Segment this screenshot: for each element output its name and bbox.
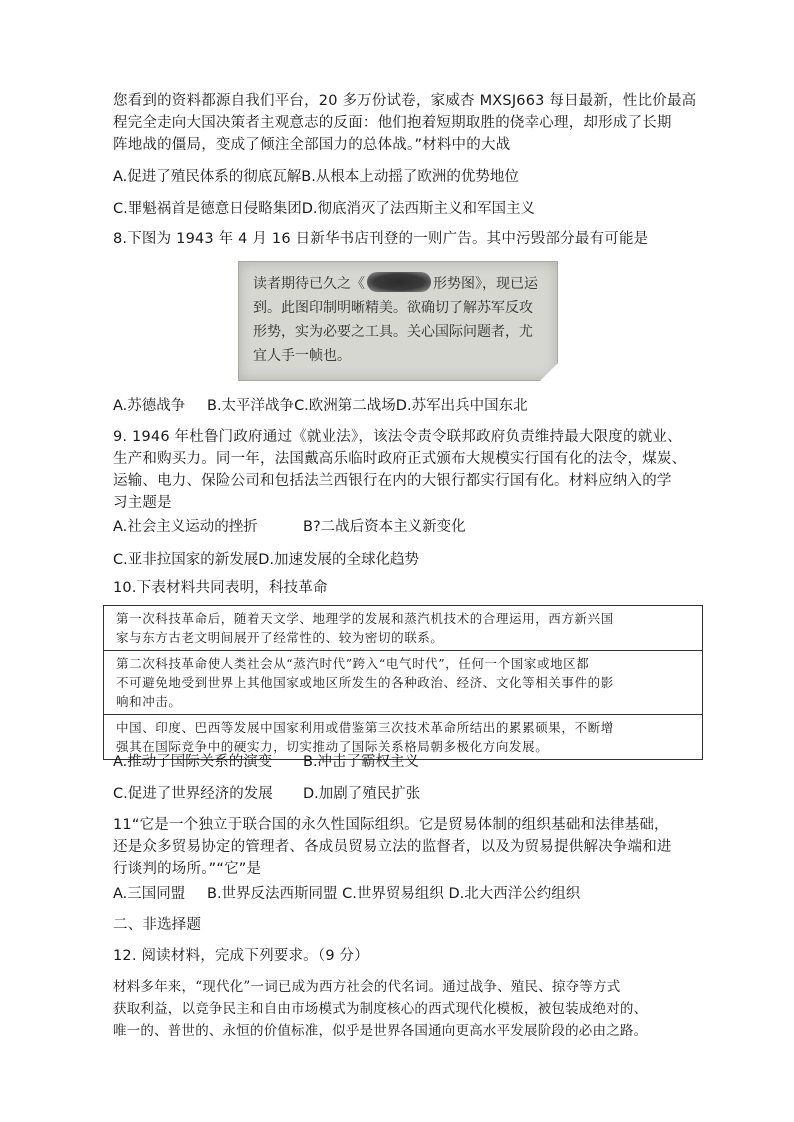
q8-option-d[interactable]: D.苏军出兵中国东北 xyxy=(395,398,528,414)
q9-options-row-2 xyxy=(113,548,419,569)
q12-material-line-1: 材料多年来，“现代化”一词已成为西方社会的代名词。通过战争、殖民、掠夺等方式 xyxy=(113,979,621,995)
row3-line-2: 强其在国际竞争中的硬实力，切实推动了国际关系格局朝多极化方向发展。 xyxy=(116,739,549,754)
q10-stem: 10.下表材料共同表明，科技革命 xyxy=(113,580,328,596)
q12-stem: 12. 阅读材料，完成下列要求。（9 分） xyxy=(113,948,369,964)
q10-options-row-2 xyxy=(113,782,420,803)
q9-option-a[interactable]: A.社会主义运动的挫折 xyxy=(113,519,258,535)
newspaper-advertisement-image xyxy=(238,261,558,381)
ink-smudge-icon xyxy=(367,272,431,292)
q8-options-row xyxy=(113,394,528,415)
intro-line-3: 阵地战的僵局，变成了倾注全部国力的总体战。”材料中的大战 xyxy=(113,137,511,153)
table-cell xyxy=(104,606,703,651)
q11-line-1: 11“它是一个独立于联合国的永久性国际组织。它是贸易体制的组织基础和法律基础， xyxy=(113,817,669,833)
clipping-line-1 xyxy=(253,272,538,296)
clipping-line-1-pre: 读者期待已久之《 xyxy=(253,276,365,292)
row2-line-3: 响和冲击。 xyxy=(116,694,182,709)
q9-line-2: 生产和购买力。同一年，法国戴高乐临时政府正式颁布大规模实行国有化的法令，煤炭、 xyxy=(113,451,687,467)
q7-option-a[interactable]: A.促进了殖民体系的彻底瓦解 xyxy=(113,169,302,185)
q11-option-d[interactable]: D.北大西洋公约组织 xyxy=(448,886,581,902)
clipping-line-1-post: 形势图》，现已运 xyxy=(433,276,538,292)
q12-material-line-3: 唯一的、普世的、永恒的价值标准，似乎是世界各国通向更高水平发展阶段的必由之路。 xyxy=(113,1023,648,1039)
row2-line-1: 第二次科技革命使人类社会从“蒸汽时代”跨入“电气时代”，任何一个国家或地区都 xyxy=(116,656,590,671)
intro-line-2: 程完全走向大国决策者主观意志的反面：他们抱着短期取胜的侥幸心理，却形成了长期 xyxy=(113,115,672,131)
table-cell xyxy=(104,651,703,715)
clipping-line-4: 宜人手一帧也。 xyxy=(253,348,351,364)
q9-line-3: 运输、电力、保险公司和包括法兰西银行在内的大银行都实行国有化。材料应纳入的学 xyxy=(113,473,672,489)
q12-material-line-2: 获取利益，以竞争民主和自由市场模式为制度核心的西式现代化模板，被包装成绝对的、 xyxy=(113,1001,648,1017)
q8-option-b[interactable]: B.太平洋战争 xyxy=(207,398,295,414)
section-heading: 二、非选择题 xyxy=(113,917,202,933)
row3-line-1: 中国、印度、巴西等发展中国家利用或借鉴第三次技术革命所结出的累累硕果，不断增 xyxy=(116,720,614,735)
q9-option-d[interactable]: D.加速发展的全球化趋势 xyxy=(258,552,420,568)
q10-option-a[interactable]: A.推动了国际关系的演变 xyxy=(113,754,273,770)
q7-option-b[interactable]: B.从根本上动摇了欧洲的优势地位 xyxy=(301,169,519,185)
q7-options-row-2 xyxy=(113,197,535,218)
folded-corner xyxy=(540,363,558,381)
q8-stem: 8.下图为 1943 年 4 月 16 日新华书店刊登的一则广告。其中污毁部分最有可能是 xyxy=(113,231,649,247)
q9-option-c[interactable]: C.亚非拉国家的新发展 xyxy=(113,552,259,568)
row1-line-2: 家与东方古老文明间展开了经常性的、较为密切的联系。 xyxy=(116,630,444,645)
q7-options-row-1 xyxy=(113,165,519,186)
q11-line-2: 还是众多贸易协定的管理者、各成员贸易立法的监督者，以及为贸易提供解决争端和进 xyxy=(113,839,672,855)
q10-option-b[interactable]: B.冲击了霸权主义 xyxy=(303,754,420,770)
intro-line-1: 您看到的资料都源自我们平台，20 多万份试卷，家威杏 MXSJ663 每日最新，性比价最高 xyxy=(113,93,697,109)
q7-option-d[interactable]: D.彻底消灭了法西斯主义和军国主义 xyxy=(301,201,536,217)
q9-line-1: 9. 1946 年杜鲁门政府通过《就业法》，该法令责令联邦政府负责维持最大限度的就业、 xyxy=(113,429,682,445)
q10-option-d[interactable]: D.加剧了殖民扩张 xyxy=(303,786,421,802)
q9-option-b[interactable]: B?二战后资本主义新变化 xyxy=(303,519,466,535)
q7-option-c[interactable]: C.罪魁祸首是德意日侵略集团 xyxy=(113,201,302,217)
q8-option-a[interactable]: A.苏德战争 xyxy=(113,398,186,414)
q11-option-b[interactable]: B.世界反法西斯同盟 xyxy=(207,886,338,902)
q10-option-c[interactable]: C.促进了世界经济的发展 xyxy=(113,786,273,802)
table-row xyxy=(104,651,703,715)
row1-line-1: 第一次科技革命后，随着天文学、地理学的发展和蒸汽机技术的合理运用，西方新兴国 xyxy=(116,611,614,626)
q8-option-c[interactable]: C.欧洲第二战场 xyxy=(294,398,396,414)
clipping-line-3: 形势，实为必要之工具。关心国际问题者，尤 xyxy=(253,324,533,340)
q9-line-4: 习主题是 xyxy=(113,495,172,511)
table-row xyxy=(104,606,703,651)
q11-option-a[interactable]: A.三国同盟 xyxy=(113,886,186,902)
clipping-line-2: 到。此图印制明晰精美。欲确切了解苏军反攻 xyxy=(253,300,533,316)
q10-options-row-1 xyxy=(113,750,419,771)
row2-line-2: 不可避免地受到世界上其他国家或地区所发生的各种政治、经济、文化等相关事件的影 xyxy=(116,675,614,690)
q11-options-row xyxy=(113,882,580,903)
q11-option-c[interactable]: C.世界贸易组织 xyxy=(342,886,444,902)
q10-material-table xyxy=(103,605,703,760)
q11-line-3: 行谈判的场所。”“它”是 xyxy=(113,861,262,877)
q9-options-row-1 xyxy=(113,515,466,536)
